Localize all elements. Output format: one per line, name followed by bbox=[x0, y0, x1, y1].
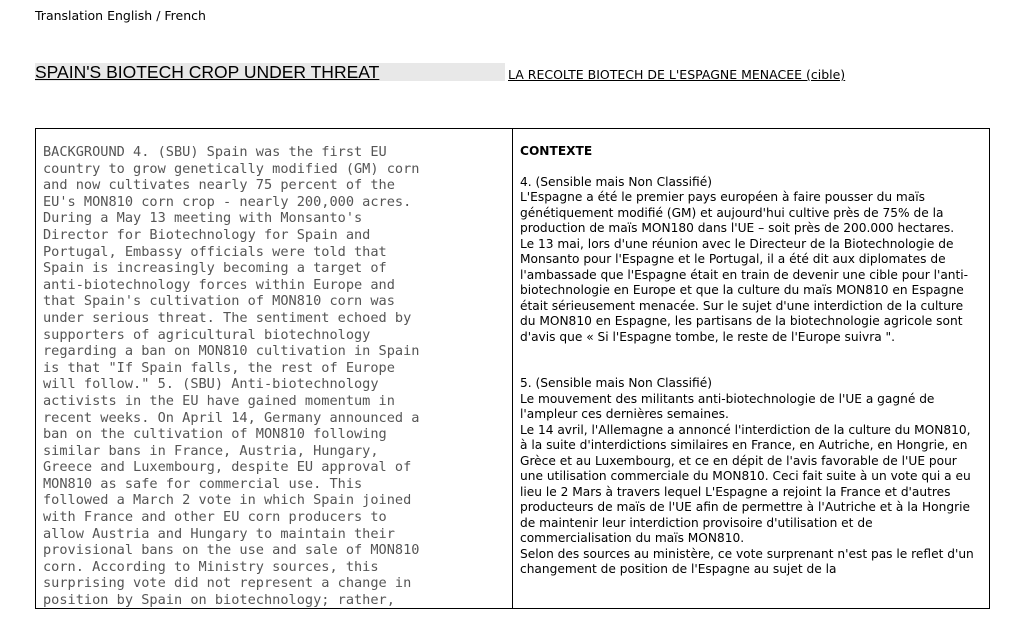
english-text: BACKGROUND 4. (SBU) Spain was the first EU country to grow genetically modified (GM) corn and now cultivates nearly 75 percent of the EU's MON810 corn crop - nearly 200,000 acres. During a May 13 meeting with Monsanto's Director for Biotechnology for Spain and Portugal, Embassy officials were told that Spain is increasingly becoming a target of anti-biotechnology forces within Europe and that Spain's cultivation of MON810 corn was under serious threat. The sentiment echoed by supporters of agricultural biotechnology regarding a ban on MON810 cultivation in Spain is that "If Spain falls, the rest of Europe will follow." 5. (SBU) Anti-biotechnology activists in the EU have gained momentum in recent weeks. On April 14, Germany announced a ban on the cultivation of MON810 following similar bans in France, Austria, Hungary, Greece and Luxembourg, despite EU approval of MON810 as safe for commercial use. This followed a March 2 vote in which Spain joined with France and other EU corn producers to allow Austria and Hungary to maintain their provisional bans on the use and sale of MON810 corn. According to Ministry sources, this surprising vote did not represent a change in position by Spain on biotechnology; rather, bbox=[43, 144, 420, 608]
paragraph-4-label: 4. (Sensible mais Non Classifié) bbox=[520, 174, 712, 189]
paragraph-5-text-1: Le mouvement des militants anti-biotechnologie de l'UE a gagné de l'ampleur ces dernières semaines. bbox=[520, 391, 935, 421]
paragraph-5-text-3: Selon des sources au ministère, ce vote surprenant n'est pas le reflet d'un changement de position de l'Espagne au sujet de la bbox=[520, 546, 974, 576]
french-heading: CONTEXTE bbox=[520, 144, 593, 158]
paragraph-4-text-1: L'Espagne a été le premier pays européen à faire pousser du maïs génétiquement modifié (GM) et aujourd'hui cultive près de 75% de la production de maïs MON180 dans l'UE – soit près de 200.000 hectares. bbox=[520, 190, 955, 235]
translation-table bbox=[35, 128, 990, 609]
paragraph-5-label: 5. (Sensible mais Non Classifié) bbox=[520, 376, 712, 390]
french-column bbox=[513, 129, 989, 608]
document-header: Translation English / French bbox=[35, 8, 206, 23]
title-french: LA RECOLTE BIOTECH DE L'ESPAGNE MENACEE (cible) bbox=[508, 67, 846, 82]
paragraph-4-text-2: Le 13 mai, lors d'une réunion avec le Directeur de la Biotechnologie de Monsanto pour l'Espagne et le Portugal, il a été dit aux diplomates de l'ambassade que l'Espagne était en train de devenir une cible pour l'anti-biotechnologie en Europe et que la culture du maïs MON810 en Espagne était sérieusement menacée. Sur le sujet d'une interdiction de la culture du MON810 en Espagne, les partisans de la biotechnologie agricole sont d'avis que « Si l'Espagne tombe, le reste de l'Europe suivra ". bbox=[520, 236, 969, 344]
paragraph-5-text-2: Le 14 avril, l'Allemagne a annoncé l'interdiction de la culture du MON810, à la suite d'interdictions similaires en France, en Autriche, en Hongrie, en Grèce et au Luxembourg, et ce en dépit de l'avis favorable de l'UE pour une utilisation commerciale du MON810. Ceci fait suite à un vote qui a eu lieu le 2 Mars à travers lequel L'Espagne a rejoint la France et d'autres producteurs de maïs de l'UE afin de permettre à l'Autriche et à la Hongrie de maintenir leur interdiction provisoire d'utilisation et de commercialisation du maïs MON810. bbox=[520, 422, 971, 545]
title-english bbox=[35, 63, 505, 81]
paragraph-gap bbox=[520, 345, 981, 376]
title-english-text: SPAIN'S BIOTECH CROP UNDER THREAT bbox=[35, 62, 380, 82]
english-column bbox=[36, 129, 513, 608]
